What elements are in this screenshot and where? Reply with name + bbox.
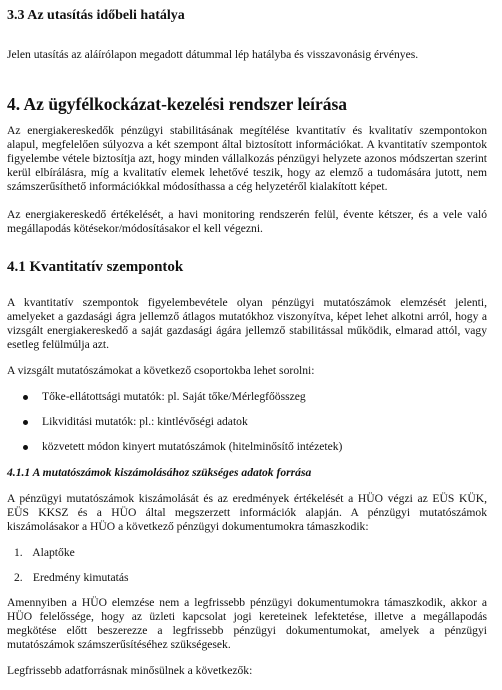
section-4-paragraph-2: Az energiakereskedő értékelését, a havi monitoring rendszerén felül, évente kétszer, és a vele való megállapodás kötésekor/módosításakor el kell végezni. (7, 208, 487, 235)
bullet-text: közvetett módon kinyert mutatószámok (hitelminősítő intézetek) (42, 440, 343, 453)
list-text: Alaptőke (32, 546, 75, 559)
section-4-1-1-paragraph-2: Amennyiben a HÜO elemzése nem a legfrissebb pénzügyi dokumentumokra támaszkodik, akkor a HÜO felelőssége, hogy az üzleti kapcsolat jogi kereteinek lefektetése, illetve a megállapodás megkötése előtt beszerezze a legfrissebb pénzügyi dokumentumokat, amelyek a pénzügyi mutatószámok számszerűsítéséhez szükségesek. (7, 596, 487, 651)
section-4-1-paragraph-1: A kvantitatív szempontok figyelembevétele olyan pénzügyi mutatószámok elemzését jelenti, amelyeket a gazdasági ágra jellemző átlagos mutatókhoz viszonyítva, képet lehet alkotni arról, hogy a vizsgált energiakereskedő a saját gazdasági ágára jellemző stabilitással működik, elmarad attól, vagy esetleg felülmúlja azt. (7, 296, 487, 351)
section-4-1-1-paragraph-3: Legfrissebb adatforrásnak minősülnek a következők: (7, 664, 253, 677)
numbered-list-item (14, 546, 75, 560)
section-4-heading: 4. Az ügyfélkockázat-kezelési rendszer leírása (7, 94, 348, 114)
section-4-1-paragraph-2: A vizsgált mutatószámokat a következő csoportokba lehet sorolni: (7, 364, 315, 377)
section-3-3-text: Jelen utasítás az aláírólapon megadott dátummal lép hatályba és visszavonásig érvényes. (7, 48, 419, 61)
section-4-1-1-paragraph-1: A pénzügyi mutatószámok kiszámolását és az eredmények értékelését a HÜO végzi az EÜS KÜK, EÜS KKSZ és a HÜO által megszerzett információk alapján. A pénzügyi mutatószámok kiszámolásakor a HÜO a következő pénzügyi dokumentumokra támaszkodik: (7, 492, 487, 533)
bullet-dot-icon (23, 445, 28, 450)
bullet-text: Tőke-ellátottsági mutatók: pl. Saját tőke/Mérlegfőösszeg (42, 390, 306, 403)
list-number: 1. (14, 546, 23, 559)
bullet-dot-icon (23, 395, 28, 400)
list-text: Eredmény kimutatás (32, 571, 129, 584)
numbered-list-item (14, 571, 129, 585)
list-number: 2. (14, 571, 23, 584)
section-4-1-1-heading: 4.1.1 A mutatószámok kiszámolásához szükséges adatok forrása (7, 466, 312, 479)
section-3-3-heading: 3.3 Az utasítás időbeli hatálya (7, 8, 185, 23)
bullet-dot-icon (23, 420, 28, 425)
bullet-text: Likviditási mutatók: pl.: kintlévőségi adatok (42, 415, 248, 428)
section-4-paragraph-1: Az energiakereskedők pénzügyi stabilitásának megítélése kvantitatív és kvalitatív szempontokon alapul, megfelelően súlyozva a két szempont által biztosított információkat. A kvantitatív szempontok figyelembe vétele biztosítja azt, hogy minden vállalkozás pénzügyi helyzete azonos módszertan szerint kerül elbírálásra, míg a kvalitatív elemek lehetővé teszik, hogy az elemző a tudomására jutott, nem számszerűsíthető információkkal módosíthassa a cég helyzetéről kialakított képet. (7, 124, 487, 193)
section-4-1-heading: 4.1 Kvantitatív szempontok (7, 259, 184, 275)
